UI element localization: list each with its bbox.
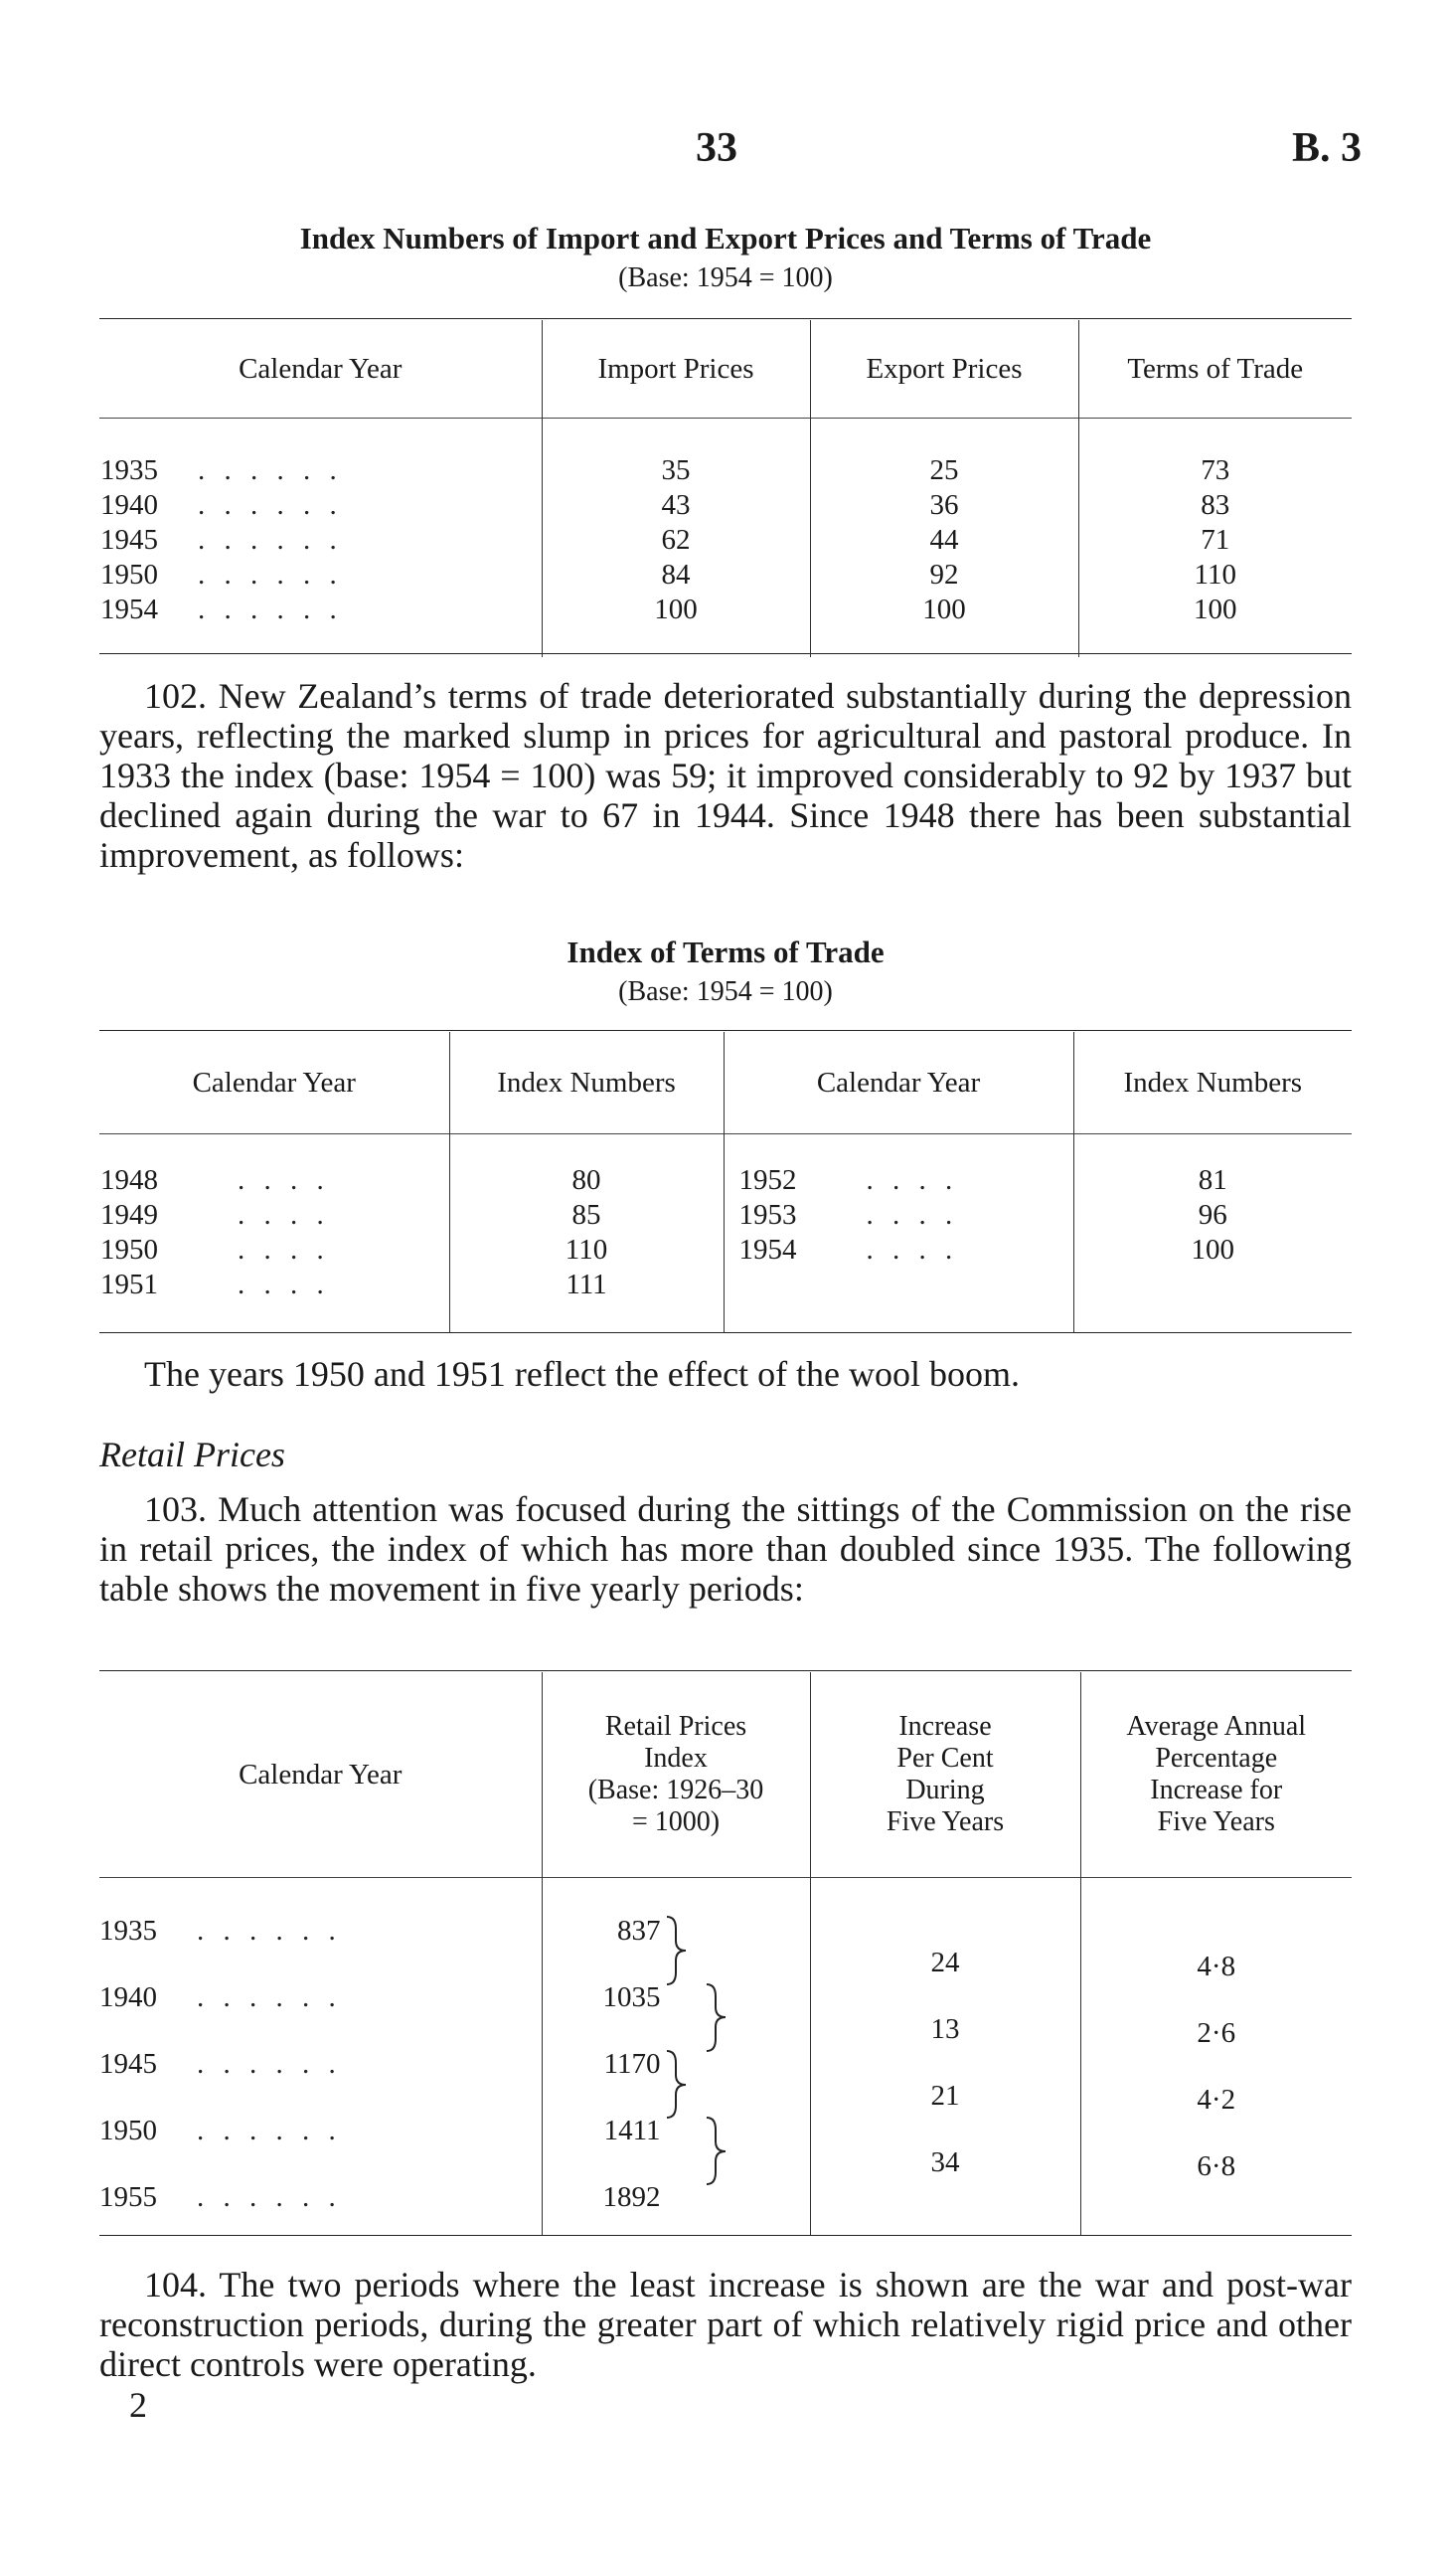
table3-col-increase-line: During [905,1775,985,1805]
table3-index-value: 837 [617,1915,661,1947]
table3-average-value: 4·2 [1197,2084,1236,2116]
table1-year: 1950 [100,559,158,591]
table1-terms-value: 110 [1078,558,1352,593]
table2-col-year-left: Calendar Year [192,1066,356,1099]
table-row: 1954 . . . . . . 100 100 100 [99,593,1352,627]
table-row: 1950 . . . . . . [99,2115,342,2146]
table2-caption [99,935,1352,1008]
table3-col-average-line: Average Annual [1126,1711,1307,1742]
brace-1945-1950 [667,2051,686,2118]
table2-title: Index of Terms of Trade [566,935,885,969]
table1-export-value: 25 [810,453,1078,488]
table-row: 1949 . . . . 85 1953 . . . . 96 [99,1198,1352,1233]
table1-col-year: Calendar Year [239,352,403,385]
table3-average-value: 4·8 [1197,1951,1236,1982]
table3-col-average-line: Increase for [1150,1775,1283,1805]
table1-col-export: Export Prices [810,320,1078,418]
table2-year: 1948 [100,1164,158,1196]
page-number: 33 [696,125,737,171]
table1-import-value: 43 [542,488,810,523]
table1-import-value: 62 [542,523,810,558]
table2 [99,1032,1352,1332]
table1-terms-value: 83 [1078,488,1352,523]
table-row: 1945 . . . . . . 62 44 71 [99,523,1352,558]
table3-col-index [542,1672,810,1877]
table3-col-index-line: = 1000) [631,1806,721,1837]
table-row: 1935 . . . . . . [99,1915,342,1947]
table3-col-average-line: Five Years [1157,1806,1275,1837]
table3-col-increase [810,1672,1080,1877]
table-row: 1948 . . . . 80 1952 . . . . 81 [99,1163,1352,1198]
table3-year: 1955 [99,2181,157,2213]
table1-year: 1940 [100,489,158,521]
table3-year: 1935 [99,1915,157,1947]
table1-col-terms: Terms of Trade [1078,320,1352,418]
table2-index-value: 80 [449,1163,724,1198]
table2-index-value: 85 [449,1198,724,1233]
table1-caption [99,221,1352,294]
table1-title: Index Numbers of Import and Export Prices and Terms of Trade [299,221,1152,256]
table1-base: (Base: 1954 = 100) [618,262,833,293]
table1-terms-value: 73 [1078,453,1352,488]
table-row: 1940 . . . . . . [99,1981,342,2013]
table2-year: 1953 [738,1199,797,1231]
brace-1950-1955 [707,2118,726,2184]
footer-mark: 2 [129,2385,147,2425]
table3-braces [662,1913,741,2221]
table2-index-value: 96 [1073,1198,1352,1233]
table1-year: 1935 [100,454,158,486]
table1-col-import: Import Prices [542,320,810,418]
table3-col-index-line: (Base: 1926–30 [587,1775,764,1805]
table-row: 1951 . . . . 111 [99,1268,1352,1302]
table2-base: (Base: 1954 = 100) [618,976,833,1007]
table2-col-year-right: Calendar Year [724,1032,1073,1133]
table3-top-rule [99,1670,1352,1671]
table2-index-value: 81 [1073,1163,1352,1198]
table3-increase-value: 21 [930,2080,960,2112]
table3-index-value: 1892 [602,2181,661,2213]
table1-import-value: 100 [542,593,810,627]
table3-years-cell [99,1877,542,2235]
table2-col-index-left: Index Numbers [449,1032,724,1133]
table2-year: 1954 [738,1234,797,1266]
paragraph-104: 104. The two periods where the least increase is shown are the war and post-war reconstruction periods, during the greater part of which relatively rigid price and other direct controls were operating. [99,2265,1352,2384]
table2-year: 1951 [100,1269,158,1300]
table3 [99,1672,1352,2235]
table1-terms-value: 100 [1078,593,1352,627]
table3-bottom-rule [99,2235,1352,2236]
table1-import-value: 35 [542,453,810,488]
table1-year: 1945 [100,524,158,556]
table3-increase-value: 13 [930,2013,960,2045]
table3-year: 1940 [99,1981,157,2013]
table3-col-index-line: Index [644,1743,708,1774]
table3-col-average-line: Percentage [1155,1743,1278,1774]
table3-average-value: 6·8 [1197,2150,1236,2182]
table2-col-index-right: Index Numbers [1073,1032,1352,1133]
table3-col-increase-line: Five Years [886,1806,1005,1837]
table1 [99,320,1352,657]
table1-export-value: 36 [810,488,1078,523]
table3-increase-cell [810,1877,1080,2235]
table2-index-value: 111 [449,1268,724,1302]
table-row: 1940 . . . . . . 43 36 83 [99,488,1352,523]
table2-year: 1949 [100,1199,158,1231]
wool-boom-note: The years 1950 and 1951 reflect the effect of the wool boom. [144,1354,1021,1394]
table3-index-value: 1035 [602,1981,661,2013]
table1-top-rule [99,318,1352,319]
table2-index-value: 110 [449,1233,724,1268]
table-row: 1950 . . . . 110 1954 . . . . 100 [99,1233,1352,1268]
table-row: 1950 . . . . . . 84 92 110 [99,558,1352,593]
table1-year: 1954 [100,594,158,625]
table1-import-value: 84 [542,558,810,593]
table3-col-year: Calendar Year [239,1758,403,1791]
table3-col-increase-line: Increase [898,1711,992,1742]
table3-index-value: 1170 [603,2048,661,2080]
table3-average-value: 2·6 [1197,2017,1236,2049]
table-row: 1945 . . . . . . [99,2048,342,2080]
table3-increase-value: 24 [930,1947,960,1978]
table2-top-rule [99,1030,1352,1031]
brace-1940-1945 [707,1984,726,2051]
table1-export-value: 44 [810,523,1078,558]
table-row: 1955 . . . . . . [99,2181,342,2213]
brace-1935-1940 [667,1917,686,1984]
table2-index-value: 100 [1073,1233,1352,1268]
table1-export-value: 92 [810,558,1078,593]
table3-index-value: 1411 [603,2115,661,2146]
document-reference: B. 3 [1292,125,1363,171]
table2-bottom-rule [99,1332,1352,1333]
table3-average-cell [1080,1877,1352,2235]
table3-col-increase-line: Per Cent [896,1743,994,1774]
paragraph-103: 103. Much attention was focused during the sittings of the Commission on the rise in retail prices, the index of which has more than doubled since 1935. The following table shows the movement in five yearly periods: [99,1489,1352,1609]
table1-terms-value: 71 [1078,523,1352,558]
table3-year: 1950 [99,2115,157,2146]
table2-year: 1952 [738,1164,797,1196]
table3-col-index-line: Retail Prices [604,1711,747,1742]
table-row: 1935 . . . . . . 35 25 73 [99,453,1352,488]
table3-index-cell [542,1877,810,2235]
paragraph-102: 102. New Zealand’s terms of trade deteriorated substantially during the depression years, reflecting the marked slump in prices for agricultural and pastoral produce. In 1933 the index (base: 1954 = 100) was 59; it improved considerably to 92 by 1937 but declined again during the war to 67 in 1944. Since 1948 there has been substantial improvement, as follows: [99,676,1352,875]
table3-increase-value: 34 [930,2146,960,2178]
table3-col-average [1080,1672,1352,1877]
table3-year: 1945 [99,2048,157,2080]
table1-export-value: 100 [810,593,1078,627]
table2-year: 1950 [100,1234,158,1266]
section-heading-retail-prices: Retail Prices [99,1435,285,1474]
